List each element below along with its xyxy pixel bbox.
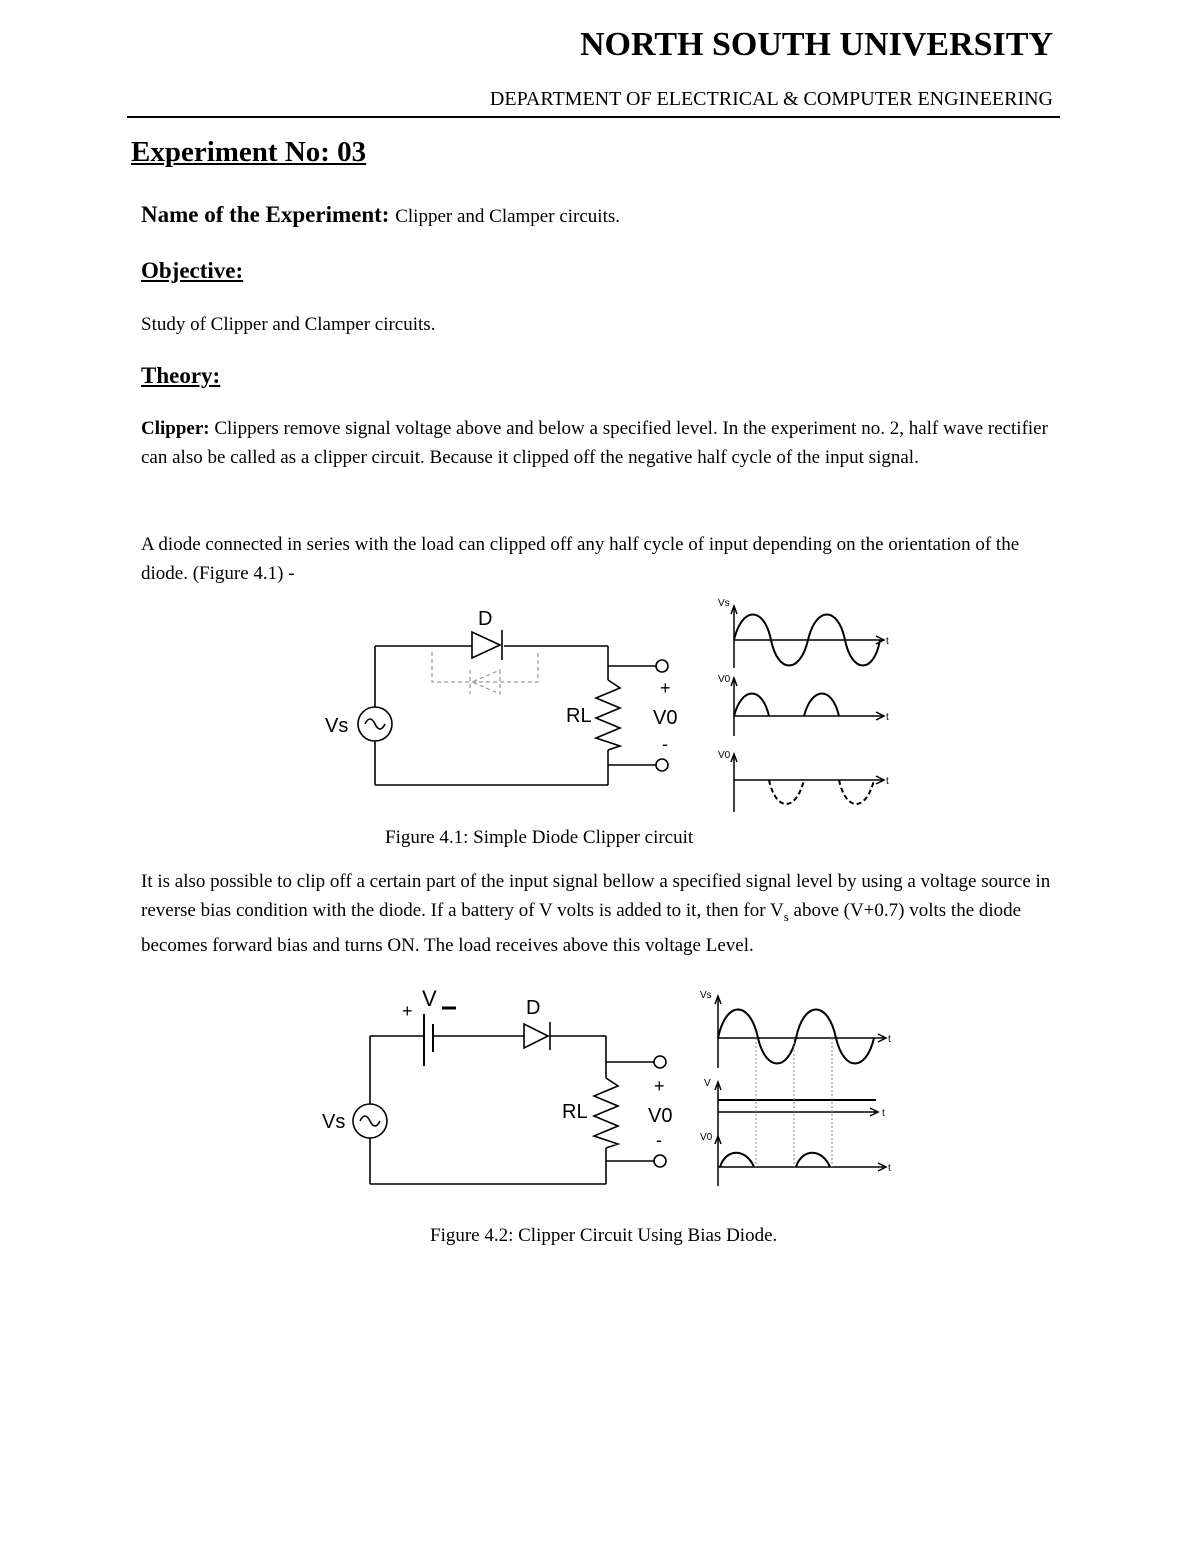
clipper-paragraph (141, 414, 1051, 472)
figure2-output-label: V0 (648, 1105, 673, 1127)
figure1-graph3-label: V0 (718, 750, 731, 761)
clipper-text: Clippers remove signal voltage above and below a specified level. In the experiment no. 2, half wave rectifier can also be called as a clipper circuit. Because it clipped off the negative half cycle of the input signal. (141, 418, 1048, 468)
figure1-load-label: RL (566, 705, 592, 727)
figure2-battery-plus: + (402, 1001, 413, 1021)
figure2-graph1-label: Vs (700, 990, 712, 1001)
experiment-name (141, 202, 620, 228)
figure1-source-label: Vs (325, 715, 349, 737)
experiment-name-label: Name of the Experiment: (141, 202, 390, 227)
figure2-graph1-t: t (888, 1034, 891, 1045)
bias-text-part2: above (V+0.7) volts the diode becomes forward bias and turns ON. The load receives above this voltage Level. (141, 900, 1022, 956)
figure1-minus: - (662, 734, 668, 754)
figure2-graph3-t: t (888, 1163, 891, 1174)
objective-text: Study of Clipper and Clamper circuits. (141, 314, 436, 335)
figure1-graph2-t: t (886, 712, 889, 723)
figure2-battery-label: V (422, 986, 437, 1011)
figure2-caption: Figure 4.2: Clipper Circuit Using Bias Diode. (430, 1225, 778, 1246)
figure2-graph2-t: t (882, 1108, 885, 1119)
clipper-label: Clipper: (141, 418, 210, 439)
figure2-source-label: Vs (322, 1111, 346, 1133)
figure1-graph1-t: t (886, 636, 889, 647)
figure2-graph3-label: V0 (700, 1132, 713, 1143)
figure2-circuit (320, 984, 690, 1194)
bias-text-sub: s (783, 908, 789, 924)
bias-text-part1: It is also possible to clip off a certain part of the input signal bellow a specified signal level by using a voltage source in reverse bias condition with the diode. If a battery of V volts is added to it, then for V (141, 871, 1051, 921)
figure2-graph2-label: V (704, 1078, 711, 1089)
header-rule (127, 116, 1060, 118)
figure2-minus: - (656, 1130, 662, 1150)
figure1-caption: Figure 4.1: Simple Diode Clipper circuit (385, 827, 694, 848)
experiment-name-value: Clipper and Clamper circuits. (395, 206, 620, 227)
figure1-waveforms (712, 596, 902, 816)
experiment-number-heading: Experiment No: 03 (131, 136, 367, 168)
objective-heading: Objective: (141, 258, 244, 283)
theory-heading: Theory: (141, 363, 221, 388)
figure2-waveforms (696, 986, 906, 1196)
figure1-graph1-label: Vs (718, 598, 730, 609)
figure1-diode-label: D (478, 608, 493, 630)
series-diode-paragraph: A diode connected in series with the load can clipped off any half cycle of input depending on the orientation of the diode. (Figure 4.1) - (141, 534, 1020, 584)
bias-paragraph (141, 867, 1051, 960)
university-title: NORTH SOUTH UNIVERSITY (579, 26, 1053, 63)
figure1-circuit (320, 600, 690, 800)
figure2-load-label: RL (562, 1101, 588, 1123)
figure1-graph2-label: V0 (718, 674, 731, 685)
figure1-graph3-t: t (886, 776, 889, 787)
department-title: DEPARTMENT OF ELECTRICAL & COMPUTER ENGINEERING (489, 88, 1053, 110)
figure1-output-label: V0 (653, 707, 678, 729)
figure2-plus: + (654, 1076, 665, 1096)
figure2-diode-label: D (526, 997, 541, 1019)
figure1-plus: + (660, 678, 671, 698)
